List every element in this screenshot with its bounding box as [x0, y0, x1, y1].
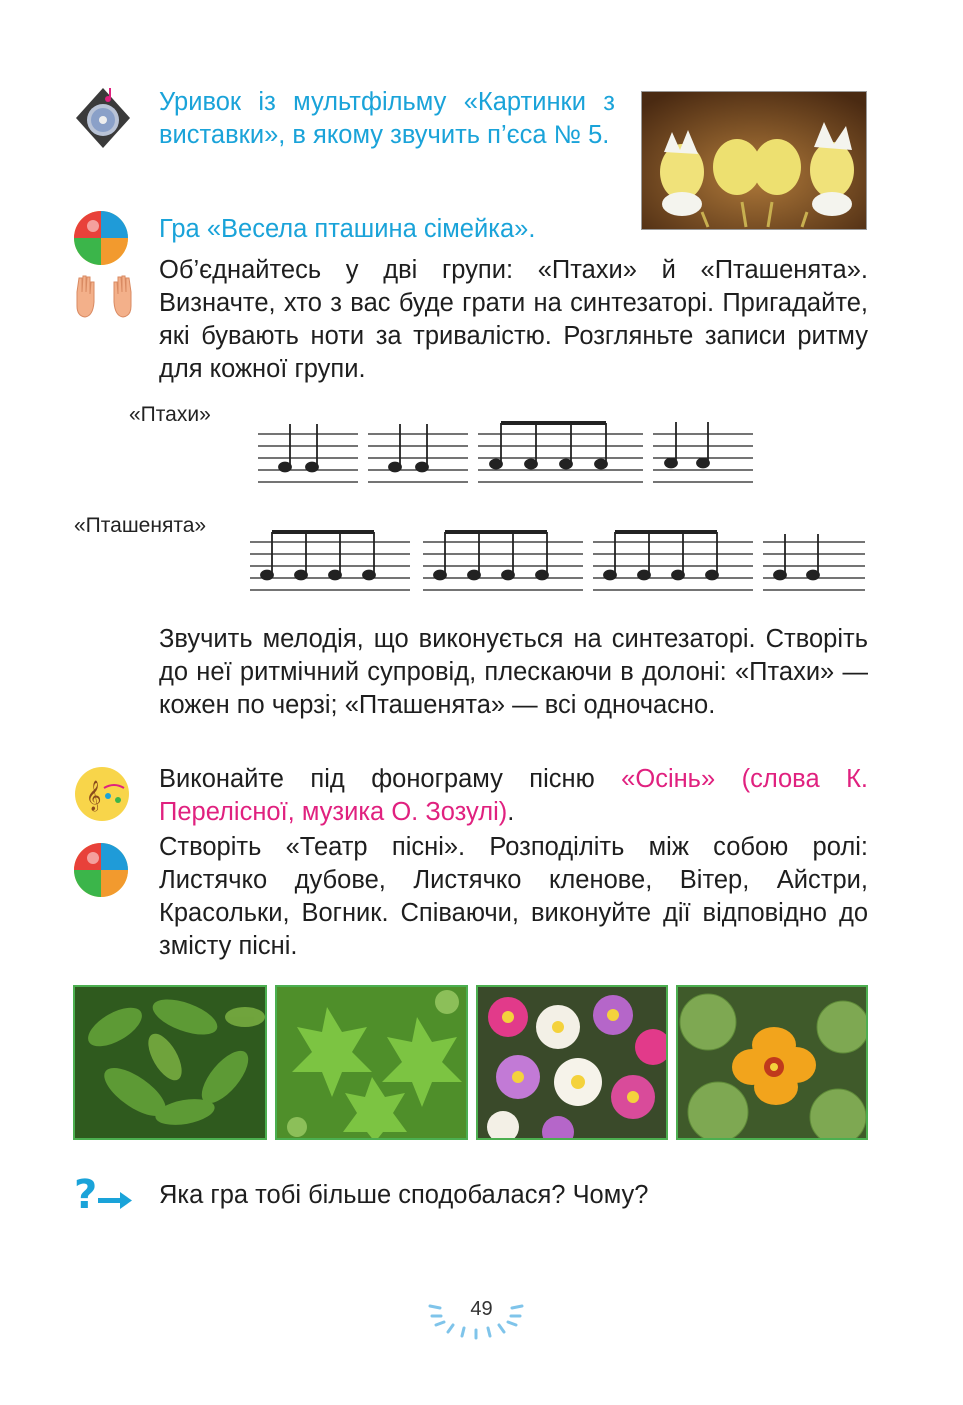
chicks-rhythm-staff	[245, 528, 870, 600]
oak-leaves-image	[73, 985, 267, 1140]
birds-group-label: «Птахи»	[129, 403, 211, 426]
chicks-group-label: «Пташенята»	[74, 514, 207, 537]
song-title: «Осінь» (слова К. Перелісної, музика О. Зозулі)	[159, 765, 869, 826]
game-instructions-text: Об’єднайтесь у дві групи: «Птахи» й «Пташенята». Визначте, хто з вас буде грати на синтезаторі. Пригадайте, які бувають ноти за тривалістю. Розгляньте записи ритму для кожної групи.	[159, 256, 868, 383]
song-instructions-text	[159, 763, 868, 829]
ball-icon	[73, 842, 129, 898]
svg-text:?: ?	[74, 1172, 98, 1216]
nasturtium-flower-image	[676, 985, 868, 1140]
ball-icon	[73, 210, 129, 266]
hands-icon	[73, 272, 135, 320]
page-number: 49	[470, 1298, 493, 1320]
film-excerpt-text: Уривок із мультфільму «Картинки з виставки», в якому звучить п’єса № 5.	[159, 88, 615, 149]
reflection-question: Яка гра тобі більше сподобалася? Чому?	[159, 1181, 649, 1209]
accompaniment-instructions-text: Звучить мелодія, що виконується на синтезаторі. Створіть до неї ритмічний супровід, плескаючи в долоні: «Птахи» — кожен по черзі; «Пташенята» — всі одночасно.	[159, 625, 868, 719]
music-note-icon	[74, 766, 130, 822]
question-arrow-icon	[72, 1170, 134, 1216]
game-title: Гра «Весела пташина сімейка».	[159, 215, 536, 243]
film-disc-icon	[72, 82, 134, 154]
song-theatre-text: Створіть «Театр пісні». Розподіліть між собою ролі: Листячко дубове, Листячко кленове, Вітер, Айстри, Красольки, Вогник. Співаючи, виконуйте дії відповідно до змісту пісні.	[159, 833, 868, 960]
song-instructions-prefix: Виконайте під фонограму пісню	[159, 765, 622, 793]
asters-flowers-image	[476, 985, 668, 1140]
birds-rhythm-staff	[253, 420, 763, 490]
svg-text:𝄞: 𝄞	[86, 781, 102, 811]
maple-leaves-image	[275, 985, 468, 1140]
song-instructions-suffix: .	[507, 798, 515, 826]
cartoon-chicks-image	[641, 91, 867, 230]
